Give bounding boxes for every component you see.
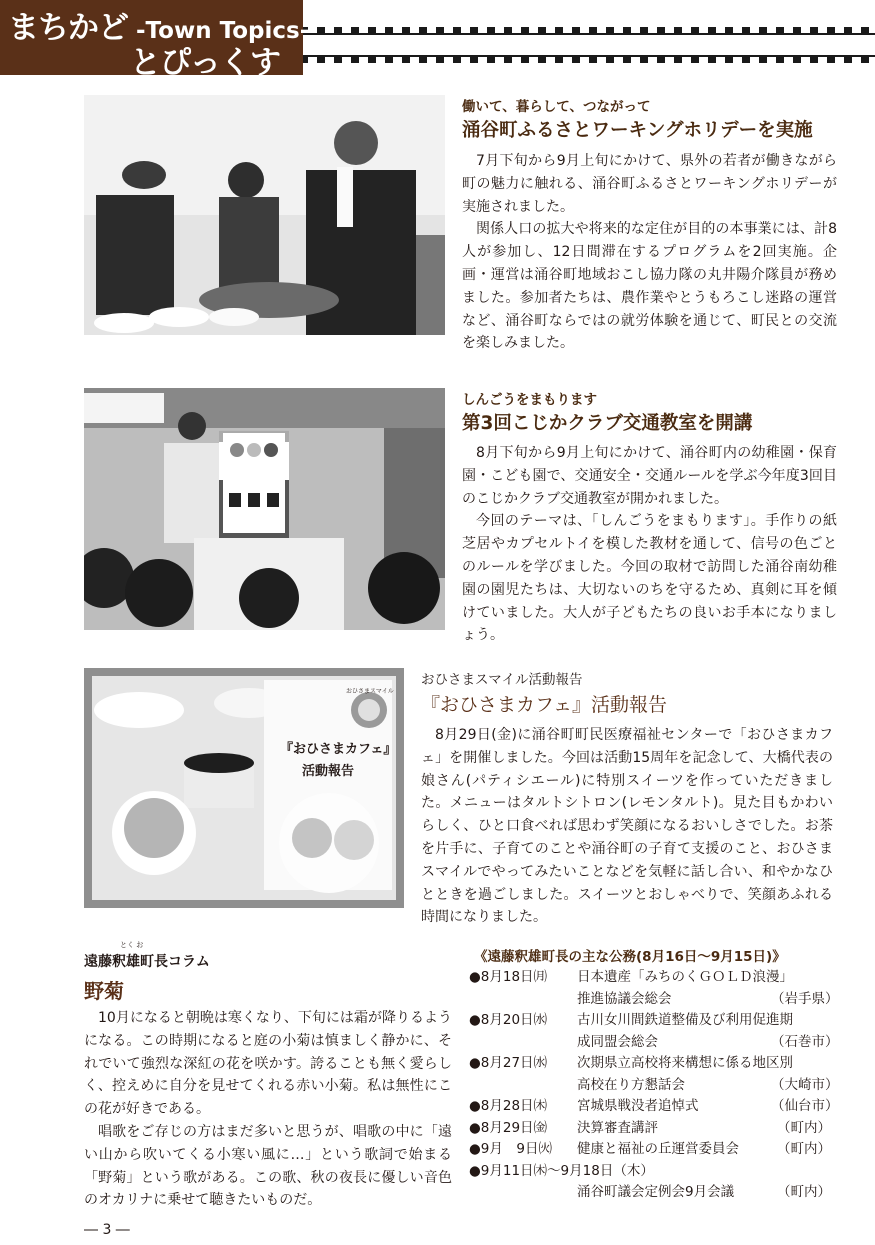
schedule-event: 次期県立高校将来構想に係る地区別 xyxy=(577,1055,793,1071)
page-number: ― 3 ― xyxy=(84,1222,130,1238)
article-kicker: おひさまスマイル活動報告 xyxy=(421,672,583,688)
schedule-row xyxy=(469,967,831,989)
schedule-place: （町内） xyxy=(777,1119,831,1136)
schedule-row xyxy=(469,1139,831,1161)
schedule-place: （町内） xyxy=(777,1184,831,1200)
schedule-list xyxy=(469,967,839,1204)
article-title: 第3回こじかクラブ交通教室を開講 xyxy=(462,413,753,434)
section-title: まちかど -Town Topics- xyxy=(8,10,310,46)
schedule-row xyxy=(469,1182,831,1204)
article-title: 涌谷町ふるさとワーキングホリデーを実施 xyxy=(462,120,813,141)
schedule-date: ●8月29日㈮ xyxy=(469,1119,548,1136)
schedule-date: ●9月11日㈭〜9月18日（木） xyxy=(469,1162,654,1179)
paragraph: 唱歌をご存じの方はまだ多いと思うが、唱歌の中に「遠い山から吹いてくる小寒い風に…」という歌詞で始まる「野菊」という歌がある。この歌、秋の夜長に優しい音色のオカリナに乗せて聴きたいものだ。 xyxy=(84,1123,452,1209)
schedule-row xyxy=(469,1161,831,1183)
schedule-date: ●8月28日㈭ xyxy=(469,1098,548,1114)
ruby-text: とく お xyxy=(120,941,144,949)
schedule-place: （岩手県） xyxy=(771,990,839,1007)
schedule-row xyxy=(469,1053,831,1075)
schedule-place: （仙台市） xyxy=(771,1098,839,1114)
paragraph: 今回のテーマは、「しんごうをまもります」。手作りの紙芝居やカプセルトイを模した教材を通して、信号の色ごとのルールを学びました。今回の取材で訪問した涌谷南幼稚園の園児たちは、大切ないのちを守るため、真剣に耳を傾けていました。大人が子どもたちの良いお手本になりましょう。 xyxy=(462,513,837,644)
schedule-event: 古川女川間鉄道整備及び利用促進期 xyxy=(577,1012,793,1028)
schedule-title: 《遠藤釈雄町長の主な公務(8月16日〜9月15日)》 xyxy=(474,949,786,965)
schedule-date: ●8月20日㈬ xyxy=(469,1012,548,1028)
paragraph: 8月29日(金)に涌谷町町民医療福祉センターで「おひさまカフェ」を開催しました。今回は活動15周年を記念して、大橋代表の娘さん(パティシエール)に特別スイーツを作っていただきました。メニューはタルトシトロン(レモンタルト)。見た目もかわいらしく、ひと口食べれば思わず笑顔になるおいしさでした。お茶を片手に、子育てのことや涌谷町の子育て支援のこと、おひさまスマイルでやってみたいことなどを気軽に話し合い、和やかなひとときを過ごしました。スイーツとおしゃべりで、笑顔あふれる時間になりました。 xyxy=(421,727,833,926)
schedule-date xyxy=(469,1182,577,1204)
photo-sign-small: おひさまスマイル xyxy=(346,688,394,695)
schedule-row xyxy=(469,1032,839,1054)
article-body xyxy=(421,724,833,929)
schedule-date: ●8月18日㈪ xyxy=(469,969,548,985)
column-body xyxy=(84,1007,452,1212)
schedule-event: 成同盟会総会 xyxy=(577,1033,658,1050)
article-body xyxy=(462,150,837,355)
photo-sign-sub: 活動報告 xyxy=(302,764,355,779)
schedule-date: ●8月27日㈬ xyxy=(469,1055,548,1071)
schedule-date: ●9月 9日㈫ xyxy=(469,1141,552,1157)
column-kicker: 遠藤釈雄町長コラム xyxy=(84,954,210,970)
photo-working-holiday xyxy=(84,95,445,335)
schedule-place: （石巻市） xyxy=(771,1033,839,1050)
section-title-en: -Town Topics- xyxy=(136,18,310,44)
schedule-row xyxy=(469,989,839,1011)
schedule-event: 健康と福祉の丘運営委員会 xyxy=(577,1141,739,1157)
schedule-place xyxy=(793,1053,853,1075)
schedule-date xyxy=(469,1032,577,1054)
film-strip-band xyxy=(303,33,875,57)
schedule-event: 宮城県戦没者追悼式 xyxy=(577,1098,699,1114)
schedule-place xyxy=(793,967,853,989)
schedule-event: 涌谷町議会定例会9月会議 xyxy=(577,1184,735,1200)
schedule-row xyxy=(469,1010,831,1032)
article-kicker: しんごうをまもります xyxy=(462,392,597,408)
schedule-event: 高校在り方懇話会 xyxy=(577,1076,685,1093)
schedule-place: （大崎市） xyxy=(771,1076,839,1093)
column-title: 野菊 xyxy=(84,979,124,1003)
schedule-date xyxy=(469,989,577,1011)
schedule-row xyxy=(469,1096,839,1118)
photo-traffic-class xyxy=(84,388,445,630)
schedule-date xyxy=(469,1075,577,1097)
schedule-place xyxy=(793,1010,853,1032)
paragraph: 8月下旬から9月上旬にかけて、涌谷町内の幼稚園・保育園・こども園で、交通安全・交通ルールを学ぶ今年度3回目のこじかクラブ交通教室が開かれました。 xyxy=(462,445,837,507)
section-title-line2: とぴっくす xyxy=(130,45,280,81)
schedule-row xyxy=(469,1118,831,1140)
photo-sign-title: 『おひさまカフェ』 xyxy=(280,742,397,757)
schedule-row xyxy=(469,1075,839,1097)
schedule-event: 決算審査講評 xyxy=(577,1119,658,1136)
paragraph: 10月になると朝晩は寒くなり、下旬には霜が降りるようになる。この時期になると庭の小菊は慎ましく静かに、それでいて強烈な深紅の花を咲かす。誇ることも無く愛らしく、控えめに自分を見せてくれる赤い小菊。私は無性にこの花が好きである。 xyxy=(84,1010,452,1118)
paragraph: 7月下旬から9月上旬にかけて、県外の若者が働きながら町の魅力に触れる、涌谷町ふるさとワーキングホリデーが実施されました。 xyxy=(462,153,837,215)
schedule-place: （町内） xyxy=(777,1141,831,1157)
article-kicker: 働いて、暮らして、つながって xyxy=(462,99,651,115)
article-body xyxy=(462,442,837,647)
schedule-event: 日本遺産「みちのくＧＯＬＤ浪漫」 xyxy=(577,969,793,985)
schedule-event: 推進協議会総会 xyxy=(577,990,672,1007)
paragraph: 関係人口の拡大や将来的な定住が目的の本事業には、計8人が参加し、12日間滞在するプログラムを2回実施。企画・運営は涌谷町地域おこし協力隊の丸井陽介隊員が務めました。参加者たちは、農作業やとうもろこし迷路の運営など、涌谷町ならではの就労体験を通じて、町民との交流を楽しみました。 xyxy=(462,221,837,352)
article-title: 『おひさまカフェ』活動報告 xyxy=(421,694,668,716)
photo-ohisama-cafe xyxy=(84,668,404,908)
